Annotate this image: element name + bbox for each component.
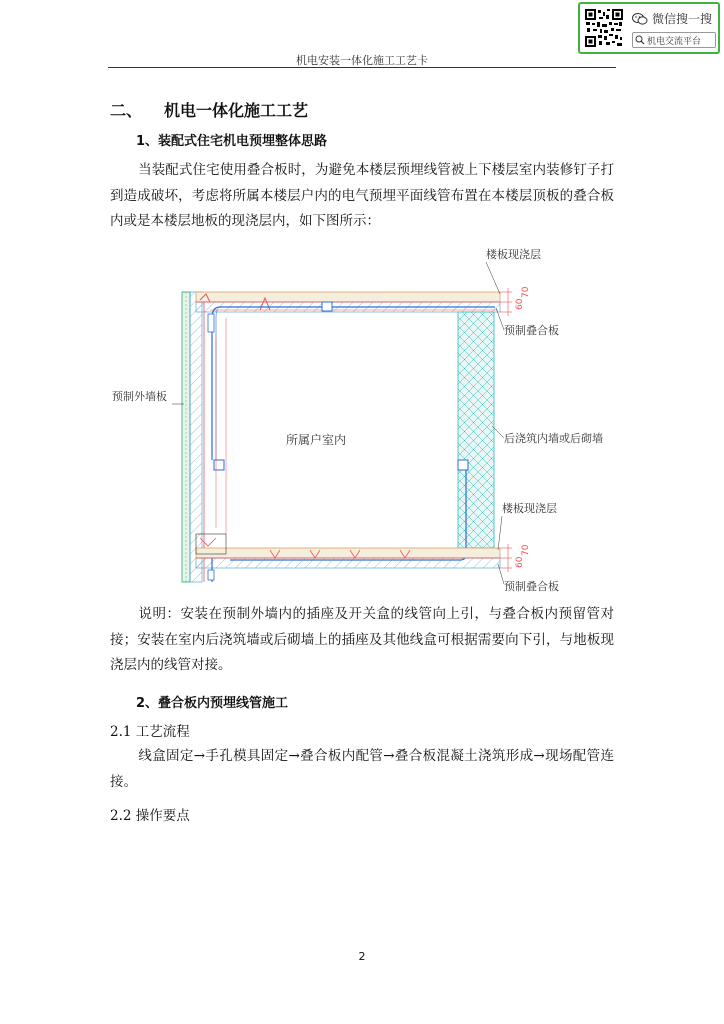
paragraph-2 — [110, 602, 614, 679]
header-rule — [108, 67, 616, 68]
section-heading — [110, 98, 308, 121]
dim-top-70: 70 — [521, 286, 531, 298]
page-number: 2 — [358, 950, 366, 963]
label-exterior-wall: 预制外墙板 — [112, 390, 167, 403]
subsection-2-2-title: 2.2 操作要点 — [110, 808, 190, 824]
qr-code-icon — [584, 8, 624, 48]
subsection-2-1-title: 2.1 工艺流程 — [110, 724, 190, 740]
search-icon — [635, 35, 645, 45]
label-top-precast-slab: 预制叠合板 — [504, 324, 559, 337]
wechat-icon — [632, 12, 648, 26]
section-number: 二、 — [110, 101, 143, 120]
subsection-2-title: 2、叠合板内预埋线管施工 — [136, 696, 289, 711]
subsection-1-title: 1、装配式住宅机电预埋整体思路 — [136, 134, 328, 149]
section-title: 机电一体化施工工艺 — [164, 101, 309, 120]
wechat-search-badge[interactable] — [578, 2, 720, 54]
paragraph-1 — [110, 158, 614, 235]
bottom-slab — [196, 534, 500, 582]
dim-bottom-70: 70 — [521, 544, 531, 556]
search-text: 机电交流平台 — [647, 36, 702, 47]
paragraph-2-text: 说明：安装在预制外墙内的插座及开关盒的线管向上引，与叠合板内预留管对接；安装在室内后浇筑墙或后砌墙上的插座及其他线盒可根据需要向下引，与地板现浇层内的线管对接。 — [110, 606, 614, 673]
paragraph-3 — [110, 744, 614, 795]
label-top-cast-layer: 楼板现浇层 — [486, 248, 541, 261]
construction-diagram — [100, 238, 620, 600]
wechat-label: 微信搜一搜 — [652, 12, 713, 26]
running-header: 机电安装一体化施工工艺卡 — [296, 54, 428, 67]
search-box[interactable] — [632, 32, 716, 48]
label-inner-wall: 后浇筑内墙或后砌墙 — [504, 432, 603, 445]
paragraph-3-text: 线盒固定→手孔模具固定→叠合板内配管→叠合板混凝土浇筑形成→现场配管连接。 — [110, 748, 614, 790]
exterior-wall-conduit — [208, 307, 226, 534]
paragraph-1-text: 当装配式住宅使用叠合板时，为避免本楼层预埋线管被上下楼层室内装修钉子打到造成破坏，考虑将所属本楼层户内的电气预埋平面线管布置在本楼层顶板的叠合板内或是本楼层地板的现浇层内，如下图所示： — [110, 162, 614, 229]
wechat-label-row — [632, 10, 712, 27]
label-bottom-precast-slab: 预制叠合板 — [504, 580, 559, 593]
dim-top-60: 60 — [515, 298, 525, 310]
label-bottom-cast-layer: 楼板现浇层 — [502, 502, 557, 515]
dim-bottom-60: 60 — [515, 556, 525, 568]
inner-wall — [230, 312, 494, 560]
label-room: 所属户室内 — [286, 433, 347, 447]
top-slab — [196, 292, 500, 312]
